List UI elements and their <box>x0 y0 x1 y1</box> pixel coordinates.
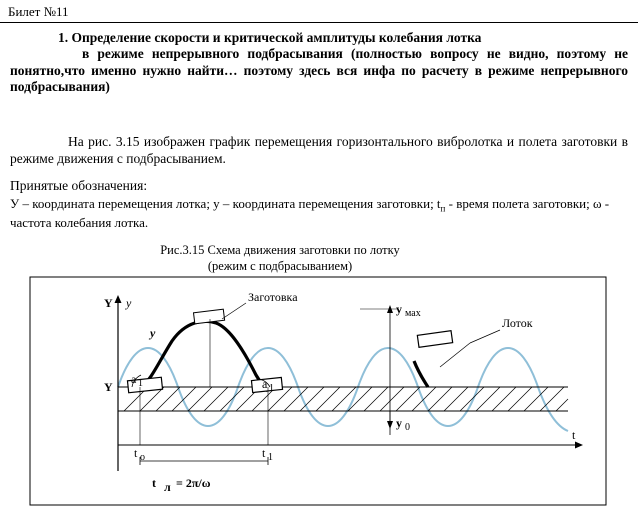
label-y0: y <box>396 416 402 430</box>
label-axis-y-small: y <box>126 296 132 310</box>
label-axis-Y: Y <box>104 296 113 310</box>
label-tray: Лоток <box>502 316 533 330</box>
label-axis-t: t <box>572 428 576 442</box>
paragraph-intro: На рис. 3.15 изображен график перемещения горизонтального вибролотка и полета заготовки в режиме движения с подбрасыванием. <box>10 134 628 166</box>
notation-sub-p: п <box>440 203 446 214</box>
notation-part-b: - время полета заготовки; ω - частота колебания лотка. <box>10 196 610 231</box>
label-ymax: y <box>396 302 402 316</box>
formula-t: t <box>152 476 156 490</box>
figure-diagram <box>0 275 638 511</box>
label-t1-sub: 1 <box>268 452 273 463</box>
figure-frame <box>30 277 606 505</box>
formula-sub: л <box>164 480 171 494</box>
label-workpiece: Заготовка <box>248 290 298 304</box>
paragraph-notation-list <box>10 196 628 232</box>
label-t1: t <box>262 446 266 460</box>
tray-leader-line <box>470 330 500 343</box>
figure-caption <box>0 243 560 274</box>
label-t0: t <box>134 446 138 460</box>
label-t0-sub: o <box>140 452 145 463</box>
label-alpha-2: a <box>262 377 268 391</box>
tray-leader-line-2 <box>440 343 470 367</box>
ticket-label: Билет №11 <box>8 4 69 19</box>
label-ymax-sub: мах <box>405 308 421 319</box>
section-heading <box>10 30 628 96</box>
heading-line-1: 1. Определение скорости и критической амплитуды колебания лотка <box>58 30 482 45</box>
tray-hatching <box>118 387 568 411</box>
heading-line-2: в режиме непрерывного подбрасывания (полностью вопросу не видно, поэтому не понятно,что именно нужно найти… поэтому здесь вся инфа по расчету в режиме непрерывного подбрасывания) <box>10 46 628 95</box>
workpiece-block-top <box>194 309 225 324</box>
label-alpha-1: a <box>131 372 137 386</box>
label-alpha-2-sub: 1 <box>269 383 274 394</box>
workpiece-block-right <box>417 331 452 348</box>
y-axis-arrow <box>115 295 122 303</box>
figure-caption-line-2: (режим с подбрасыванием) <box>207 258 353 273</box>
formula-rest: = 2π/ω <box>176 476 211 490</box>
label-y-curve: y <box>150 326 156 340</box>
workpiece-leader-line <box>222 303 246 319</box>
paragraph-notation-title: Принятые обозначения: <box>10 178 148 193</box>
notation-part-a: У – координата перемещения лотка; у – координата перемещения заготовки; t <box>10 196 441 211</box>
label-y0-sub: 0 <box>405 422 410 433</box>
t-axis-arrow <box>575 442 583 449</box>
tray-sine-curve <box>118 348 568 431</box>
figure-caption-line-1: Рис.3.15 Схема движения заготовки по лотку <box>160 243 400 257</box>
label-alpha-1-sub: 1 <box>138 378 143 389</box>
header-divider <box>0 22 638 23</box>
label-Y-origin: Y <box>104 380 113 394</box>
